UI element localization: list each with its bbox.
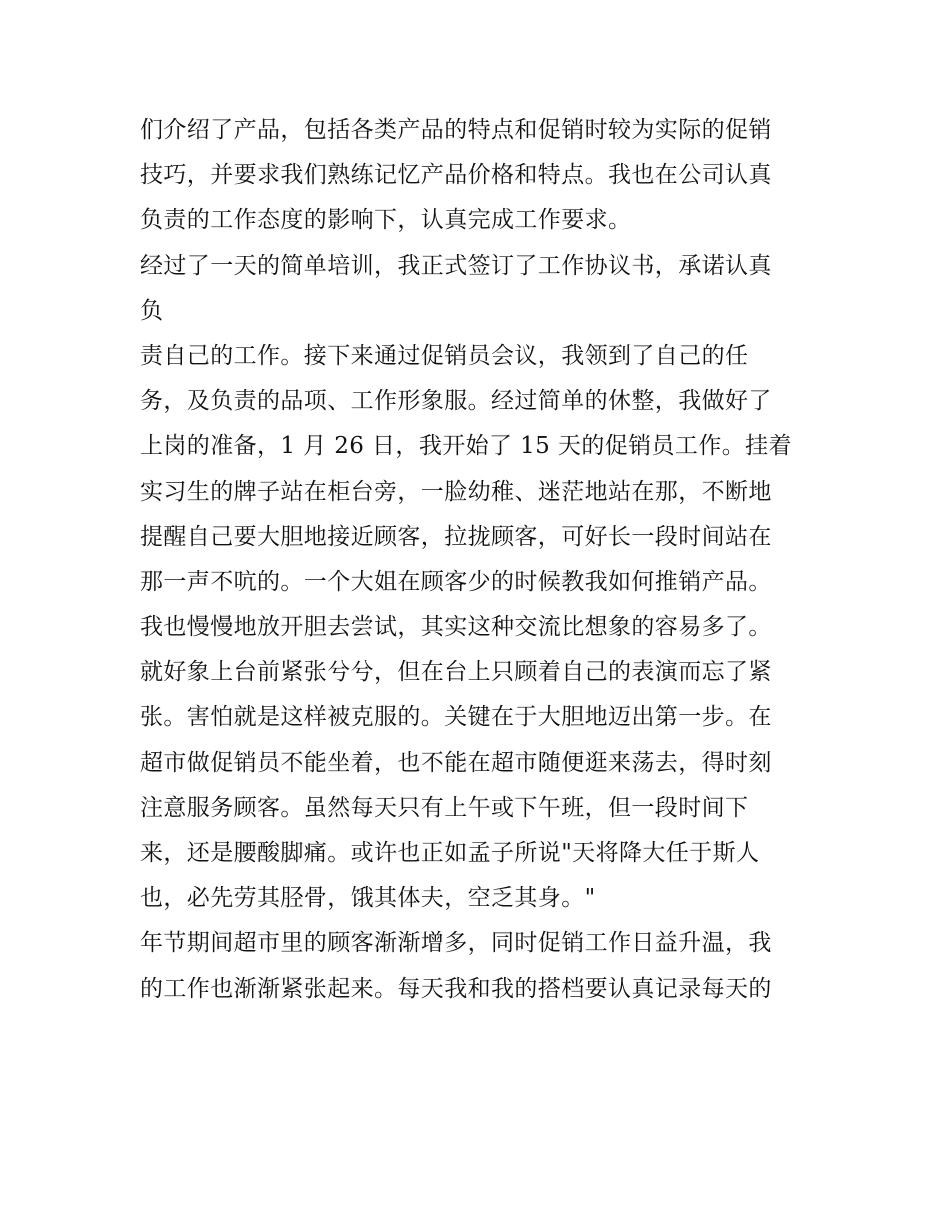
text-line: 超市做促销员不能坐着，也不能在超市随便逛来荡去，得时刻: [140, 749, 772, 776]
text-line: 们介绍了产品，包括各类产品的特点和促销时较为实际的促销: [140, 117, 772, 143]
text-line: 也，必先劳其胫骨，饿其体夫，空乏其身。": [140, 885, 596, 912]
text-line: 来，还是腰酸脚痛。或许也正如孟子所说"天将降大任于斯人: [140, 840, 760, 866]
text-line: 年节期间超市里的顾客渐渐增多，同时促销工作日益升温，我: [140, 930, 772, 957]
document-body: [140, 108, 820, 1012]
text-line: 务，及负责的品项、工作形象服。经过简单的休整，我做好了: [140, 388, 772, 415]
text-line: 我也慢慢地放开胆去尝试，其实这种交流比想象的容易多了。: [140, 614, 772, 641]
text-line: 就好象上台前紧张兮兮，但在台上只顾着自己的表演而忘了紧: [140, 659, 772, 686]
text-line: 负责的工作态度的影响下，认真完成工作要求。: [140, 207, 632, 234]
text-line: 的工作也渐渐紧张起来。每天我和我的搭档要认真记录每天的: [140, 975, 772, 1002]
text-line: 负: [140, 297, 164, 324]
text-line: 注意服务顾客。虽然每天只有上午或下午班，但一段时间下: [140, 794, 749, 821]
text-line: 实习生的牌子站在柜台旁，一脸幼稚、迷茫地站在那，不断地: [140, 478, 772, 505]
text-line: 上岗的准备，1 月 26 日，我开始了 15 天的促销员工作。挂着: [140, 433, 792, 460]
text-line: 张。害怕就是这样被克服的。关键在于大胆地迈出第一步。在: [140, 704, 772, 731]
text-line: 技巧，并要求我们熟练记忆产品价格和特点。我也在公司认真: [140, 162, 772, 189]
text-line: 那一声不吭的。一个大姐在顾客少的时候教我如何推销产品。: [140, 568, 772, 595]
text-line: 经过了一天的简单培训，我正式签订了工作协议书，承诺认真: [140, 252, 772, 279]
text-line: 责自己的工作。接下来通过促销员会议，我领到了自己的任: [140, 342, 749, 369]
text-line: 提醒自己要大胆地接近顾客，拉拢顾客，可好长一段时间站在: [140, 523, 772, 550]
